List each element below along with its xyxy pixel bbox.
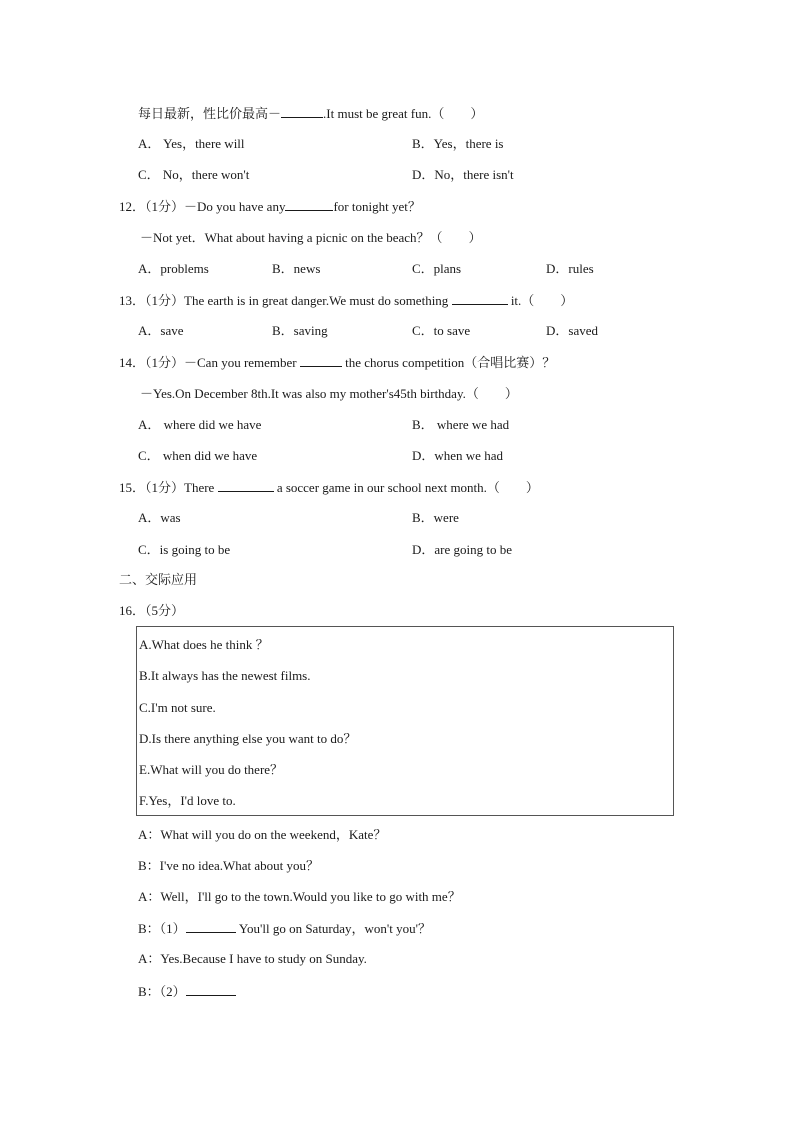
- box-option-c: C.I'm not sure.: [139, 700, 216, 715]
- q14-option-b[interactable]: B． where we had: [412, 417, 510, 432]
- dialog-line-5: A：Yes.Because I have to study on Sunday.: [138, 951, 367, 966]
- q15-option-d[interactable]: D．are going to be: [412, 542, 513, 557]
- dialog-line-1: A：What will you do on the weekend，Kate？: [138, 827, 387, 842]
- box-option-e: E.What will you do there？: [139, 762, 284, 777]
- dialog-options-box: [136, 626, 674, 816]
- q12-line1-pre: 12．（1分）－Do you have any: [119, 199, 286, 214]
- answer-blank[interactable]: [452, 292, 508, 305]
- q15-option-b[interactable]: B．were: [412, 510, 459, 525]
- q13-post: it.（ ）: [507, 293, 574, 308]
- q15-option-a[interactable]: A．was: [138, 510, 181, 525]
- answer-blank-2[interactable]: [186, 983, 236, 996]
- q14-option-c[interactable]: C． when did we have: [138, 448, 258, 463]
- question-15-stem: [119, 479, 539, 496]
- question-11-continuation: [138, 105, 483, 122]
- q14-option-a[interactable]: A． where did we have: [138, 417, 262, 432]
- option-a[interactable]: A． Yes，there will: [138, 136, 245, 151]
- q13-option-a[interactable]: A．save: [138, 323, 184, 338]
- q12-option-d[interactable]: D．rules: [546, 261, 594, 276]
- answer-blank-1[interactable]: [186, 920, 236, 933]
- option-c[interactable]: C． No，there won't: [138, 167, 250, 182]
- box-option-d: D.Is there anything else you want to do？: [139, 731, 357, 746]
- q12-option-c[interactable]: C．plans: [412, 261, 462, 276]
- q15-post: a soccer game in our school next month.（ ）: [273, 480, 539, 495]
- dialog-line-6: [138, 983, 236, 1000]
- q12-line1-post: for tonight yet？: [333, 199, 421, 214]
- q12-option-b[interactable]: B．news: [272, 261, 321, 276]
- q14-post: the chorus competition（合唱比赛）？: [341, 355, 556, 370]
- answer-blank[interactable]: [300, 354, 342, 367]
- box-option-b: B.It always has the newest films.: [139, 668, 311, 683]
- dialog-line-4: [138, 920, 431, 937]
- option-d[interactable]: D．No，there isn't: [412, 167, 514, 182]
- q13-option-d[interactable]: D．saved: [546, 323, 598, 338]
- question-16-header: 16．（5分）: [119, 603, 185, 618]
- question-13-stem: [119, 292, 573, 309]
- q14-pre: 14．（1分）－Can you remember: [119, 355, 300, 370]
- q15-option-c[interactable]: C．is going to be: [138, 542, 231, 557]
- question-12-line2: －Not yet．What about having a picnic on the beach？（ ）: [140, 230, 482, 245]
- dialog-line-4-post: You'll go on Saturday，won't you'？: [235, 921, 431, 936]
- q13-option-c[interactable]: C．to save: [412, 323, 471, 338]
- q13-pre: 13．（1分）The earth is in great danger.We must do something: [119, 293, 452, 308]
- q14-option-d[interactable]: D．when we had: [412, 448, 503, 463]
- q12-option-a[interactable]: A．problems: [138, 261, 209, 276]
- answer-blank[interactable]: [285, 198, 333, 211]
- dialog-line-3: A：Well，I'll go to the town.Would you like to go with me？: [138, 889, 461, 904]
- box-option-a: A.What does he think ？: [139, 637, 269, 652]
- box-option-f: F.Yes，I'd love to.: [139, 793, 236, 808]
- answer-blank[interactable]: [218, 479, 274, 492]
- intro-suffix: .It must be great fun.（ ）: [323, 106, 484, 121]
- question-14-line2: －Yes.On December 8th.It was also my mother's45th birthday.（ ）: [140, 386, 518, 401]
- option-b[interactable]: B．Yes，there is: [412, 136, 504, 151]
- q15-pre: 15．（1分）There: [119, 480, 218, 495]
- section-title: 二、交际应用: [119, 573, 198, 588]
- q13-option-b[interactable]: B．saving: [272, 323, 328, 338]
- question-12-stem: [119, 198, 421, 215]
- intro-prefix: 每日最新，性比价最高－: [138, 106, 282, 121]
- dialog-line-2: B：I've no idea.What about you？: [138, 858, 320, 873]
- answer-blank[interactable]: [281, 105, 323, 118]
- question-14-stem: [119, 354, 555, 371]
- dialog-line-4-pre: B：（1）: [138, 921, 186, 936]
- dialog-line-6-pre: B：（2）: [138, 984, 186, 999]
